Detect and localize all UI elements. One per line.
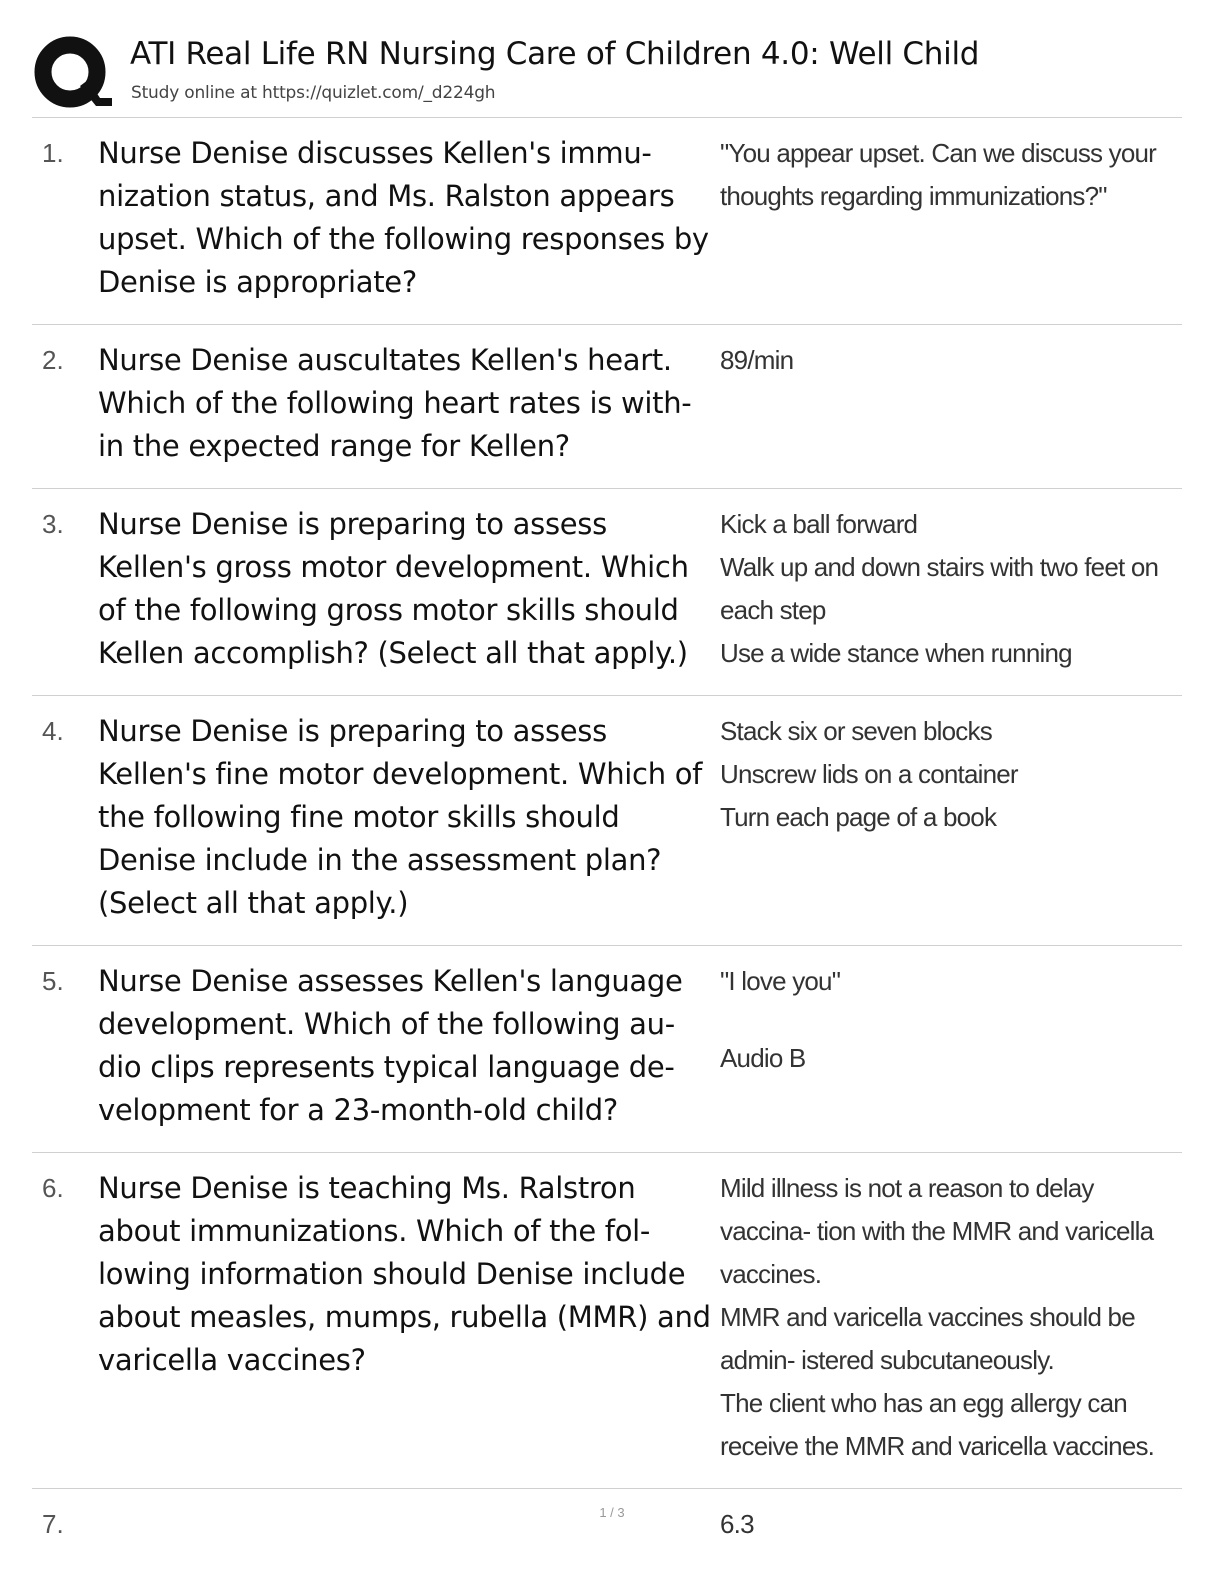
list-item: [32, 696, 1182, 946]
quizlet-q-logo-icon: [32, 34, 112, 114]
study-online-link[interactable]: Study online at https://quizlet.com/_d224gh: [131, 83, 496, 103]
list-item: [32, 489, 1182, 696]
question-answer-list: [32, 118, 1182, 1566]
answer-line: Audio B: [720, 1043, 806, 1073]
answer-line: Mild illness is not a reason to delay vaccina- tion with the MMR and varicella vaccines.: [720, 1173, 1154, 1289]
item-number: 4.: [42, 716, 64, 746]
question-text: Nurse Denise assesses Kellen's language development. Which of the following au- dio clips represents typical language de- velopment for a 23-month-old child?: [98, 964, 683, 1127]
list-item: [32, 946, 1182, 1153]
answer-line: "You appear upset. Can we discuss your thoughts regarding immunizations?": [720, 138, 1157, 211]
item-number: 7.: [42, 1509, 64, 1539]
question-text: Nurse Denise discusses Kellen's immu- nization status, and Ms. Ralston appears upset. Which of the following responses by Denise is appropriate?: [98, 136, 709, 299]
question-text: Nurse Denise is preparing to assess Kellen's gross motor development. Which of the following gross motor skills should Kellen accomplish? (Select all that apply.): [98, 507, 689, 670]
question-text: Nurse Denise is teaching Ms. Ralstron about immunizations. Which of the fol- lowing information should Denise include about measles, mumps, rubella (MMR) and varicella vaccines?: [98, 1171, 711, 1377]
question-text: Nurse Denise auscultates Kellen's heart. Which of the following heart rates is with- in the expected range for Kellen?: [98, 343, 692, 463]
answer-text: [720, 960, 1182, 1132]
answer-line: Walk up and down stairs with two feet on each step: [720, 552, 1159, 625]
question-text: Nurse Denise is preparing to assess Kellen's fine motor development. Which of the following fine motor skills should Denise include in the assessment plan? (Select all that apply.): [98, 714, 703, 920]
document-title: ATI Real Life RN Nursing Care of Children 4.0: Well Child: [130, 36, 980, 72]
list-item: [32, 1489, 1182, 1566]
item-number: 5.: [42, 966, 64, 996]
list-item: [32, 1153, 1182, 1489]
list-item: [32, 325, 1182, 489]
item-number: 3.: [42, 509, 64, 539]
answer-line: "I love you": [720, 966, 841, 996]
answer-line: 6.3: [720, 1509, 754, 1539]
answer-line: Unscrew lids on a container: [720, 759, 1018, 789]
answer-line: Use a wide stance when running: [720, 638, 1072, 668]
answer-line: 89/min: [720, 345, 794, 375]
list-item: [32, 118, 1182, 325]
item-number: 2.: [42, 345, 64, 375]
answer-line: The client who has an egg allergy can receive the MMR and varicella vaccines.: [720, 1388, 1155, 1461]
answer-line: Turn each page of a book: [720, 802, 997, 832]
answer-text: [720, 1167, 1182, 1468]
answer-text: [720, 339, 1182, 468]
answer-line: Kick a ball forward: [720, 509, 918, 539]
answer-spacer: [720, 1003, 1182, 1037]
answer-text: [720, 132, 1182, 304]
answer-text: [720, 503, 1182, 675]
answer-line: Stack six or seven blocks: [720, 716, 992, 746]
answer-line: MMR and varicella vaccines should be admin- istered subcutaneously.: [720, 1302, 1135, 1375]
item-number: 6.: [42, 1173, 64, 1203]
page-header: [32, 30, 1182, 116]
page-indicator: 1 / 3: [599, 1505, 625, 1520]
answer-text: [720, 710, 1182, 925]
item-number: 1.: [42, 138, 64, 168]
